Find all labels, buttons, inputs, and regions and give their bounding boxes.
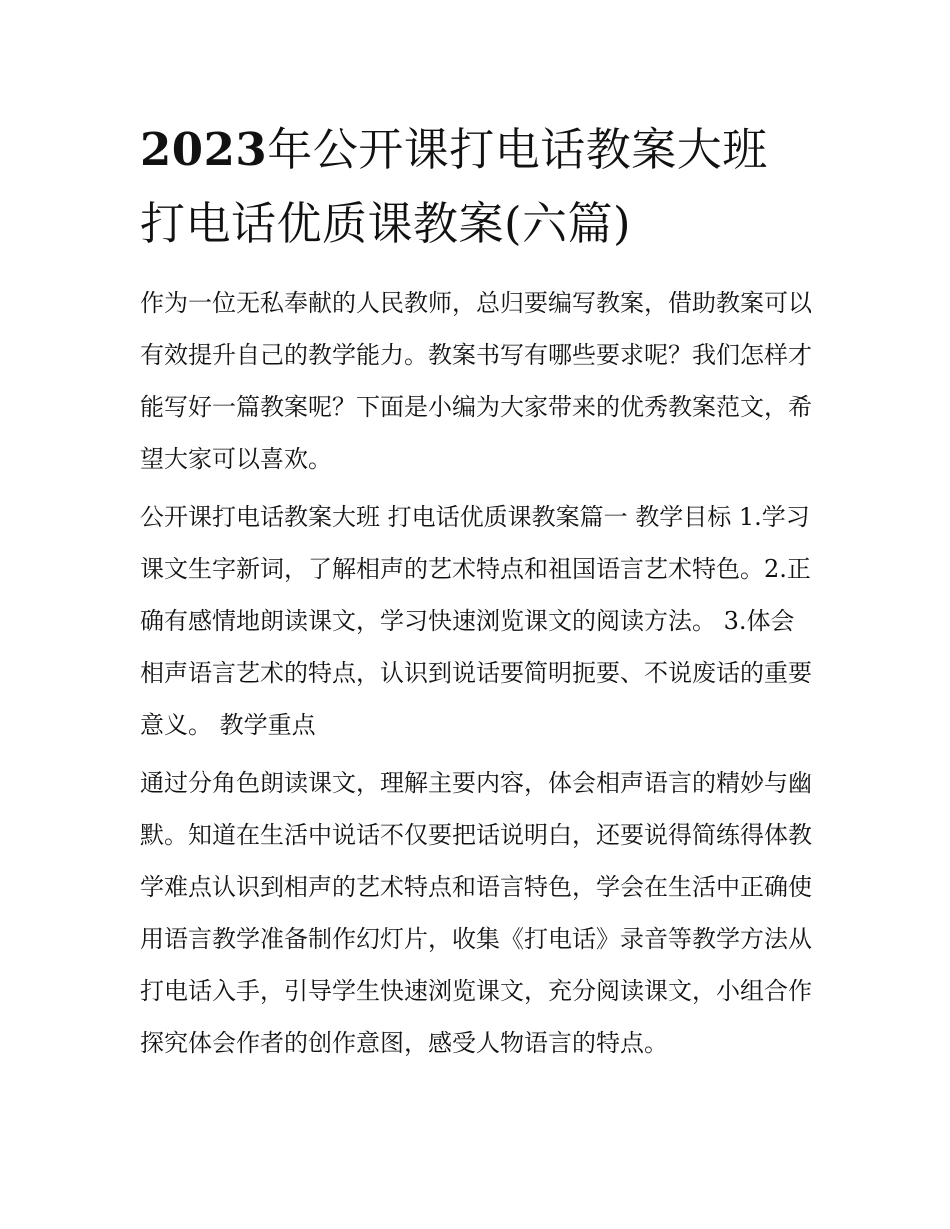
document-body	[140, 113, 812, 1069]
lesson-objectives-paragraph: 公开课打电话教案大班 打电话优质课教案篇一 教学目标 1.学习课文生字新词，了解相声的艺术特点和祖国语言艺术特色。2.正确有感情地朗读课文，学习快速浏览课文的阅读方法。 3.体会相声语言艺术的特点，认识到说话要简明扼要、不说废话的重要意义。 教学重点	[140, 503, 812, 739]
document-title	[140, 113, 812, 261]
title-year: 2023	[140, 123, 268, 176]
title-text: 年公开课打电话教案大班打电话优质课教案(六篇)	[140, 123, 768, 250]
intro-paragraph: 作为一位无私奉献的人民教师，总归要编写教案，借助教案可以有效提升自己的教学能力。教案书写有哪些要求呢？我们怎样才能写好一篇教案呢？下面是小编为大家带来的优秀教案范文，希望大家可以喜欢。	[140, 289, 812, 473]
lesson-focus-paragraph: 通过分角色朗读课文，理解主要内容，体会相声语言的精妙与幽默。知道在生活中说话不仅要把话说明白，还要说得简练得体教学难点认识到相声的艺术特点和语言特色，学会在生活中正确使用语言教学准备制作幻灯片，收集《打电话》录音等教学方法从打电话入手，引导学生快速浏览课文，充分阅读课文，小组合作探究体会作者的创作意图，感受人物语言的特点。	[140, 769, 812, 1057]
